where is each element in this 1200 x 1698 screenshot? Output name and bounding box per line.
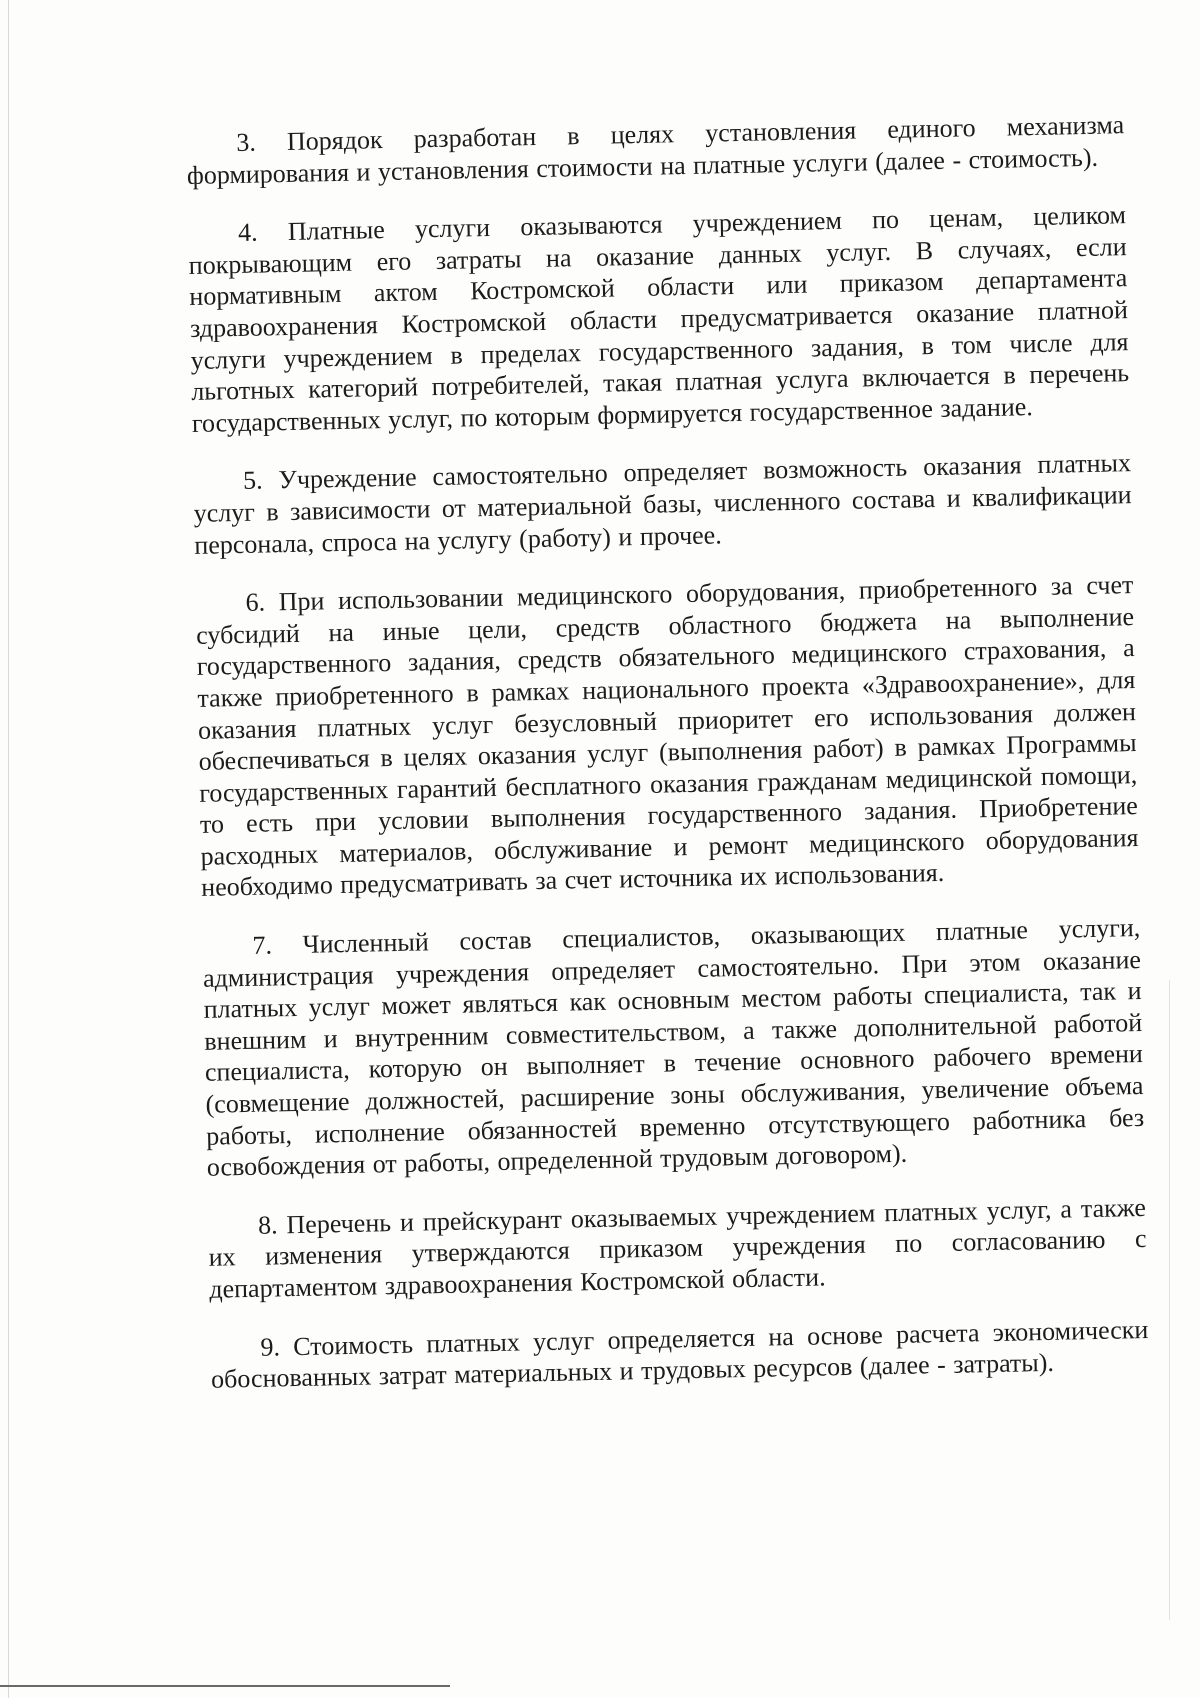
paragraph-9: 9. Стоимость платных услуг определяется на основе расчета экономически обоснованных затрат материальных и трудовых ресурсов (далее - затраты). <box>210 1314 1149 1394</box>
scan-edge-left <box>8 0 9 1698</box>
bottom-rule <box>0 1685 450 1687</box>
paragraph-6: 6. При использовании медицинского оборудования, приобретенного за счет субсидий на иные цели, средств областного бюджета на выполнение государственного задания, средств обязательного медицинского страхования, а также приобретенного в рамках национального проекта «Здравоохранение», для оказания платных услуг безусловный приоритет его использования должен обеспечиваться в целях оказания услуг (выполнения работ) в рамках Программы государственных гарантий бесплатного оказания гражданам медицинской помощи, то есть при условии выполнения государственного задания. Приобретение расходных материалов, обслуживание и ремонт медицинского оборудования необходимо предусматривать за счет источника их использования. <box>195 570 1139 903</box>
paragraph-4: 4. Платные услуги оказываются учреждением по ценам, целиком покрывающим его затраты на оказание данных услуг. В случаях, если нормативным актом Костромской области или приказом департамента здравоохранения Костромской области предусматривается оказание платной услуги учреждением в пределах государственного задания, в том числе для льготных категорий потребителей, такая платная услуга включается в перечень государственных услуг, по которым формируется государственное задание. <box>188 200 1130 438</box>
paragraph-5: 5. Учреждение самостоятельно определяет возможность оказания платных услуг в зависимости от материальной базы, численного состава и квалификации персонала, спроса на услугу (работу) и прочее. <box>193 448 1132 560</box>
scan-edge-right <box>1169 980 1170 1620</box>
document-body <box>186 109 1150 1422</box>
paragraph-3: 3. Порядок разработан в целях установления единого механизма формирования и установления стоимости на платные услуги (далее - стоимость). <box>186 110 1125 190</box>
paragraph-8: 8. Перечень и прейскурант оказываемых учреждением платных услуг, а также их изменения утверждаются приказом учреждения по согласованию с департаментом здравоохранения Костромской области. <box>208 1192 1147 1304</box>
paragraph-7: 7. Численный состав специалистов, оказывающих платные услуги, администрация учреждения определяет самостоятельно. При этом оказание платных услуг может являться как основным местом работы специалиста, так и внешним и внутренним совместительством, а также дополнительной работой специалиста, которую он выполняет в течение основного рабочего времени (совмещение должностей, расширение зоны обслуживания, увеличение объема работы, исполнение обязанностей временно отсутствующего работника без освобождения от работы, определенной трудовым договором). <box>202 913 1145 1183</box>
